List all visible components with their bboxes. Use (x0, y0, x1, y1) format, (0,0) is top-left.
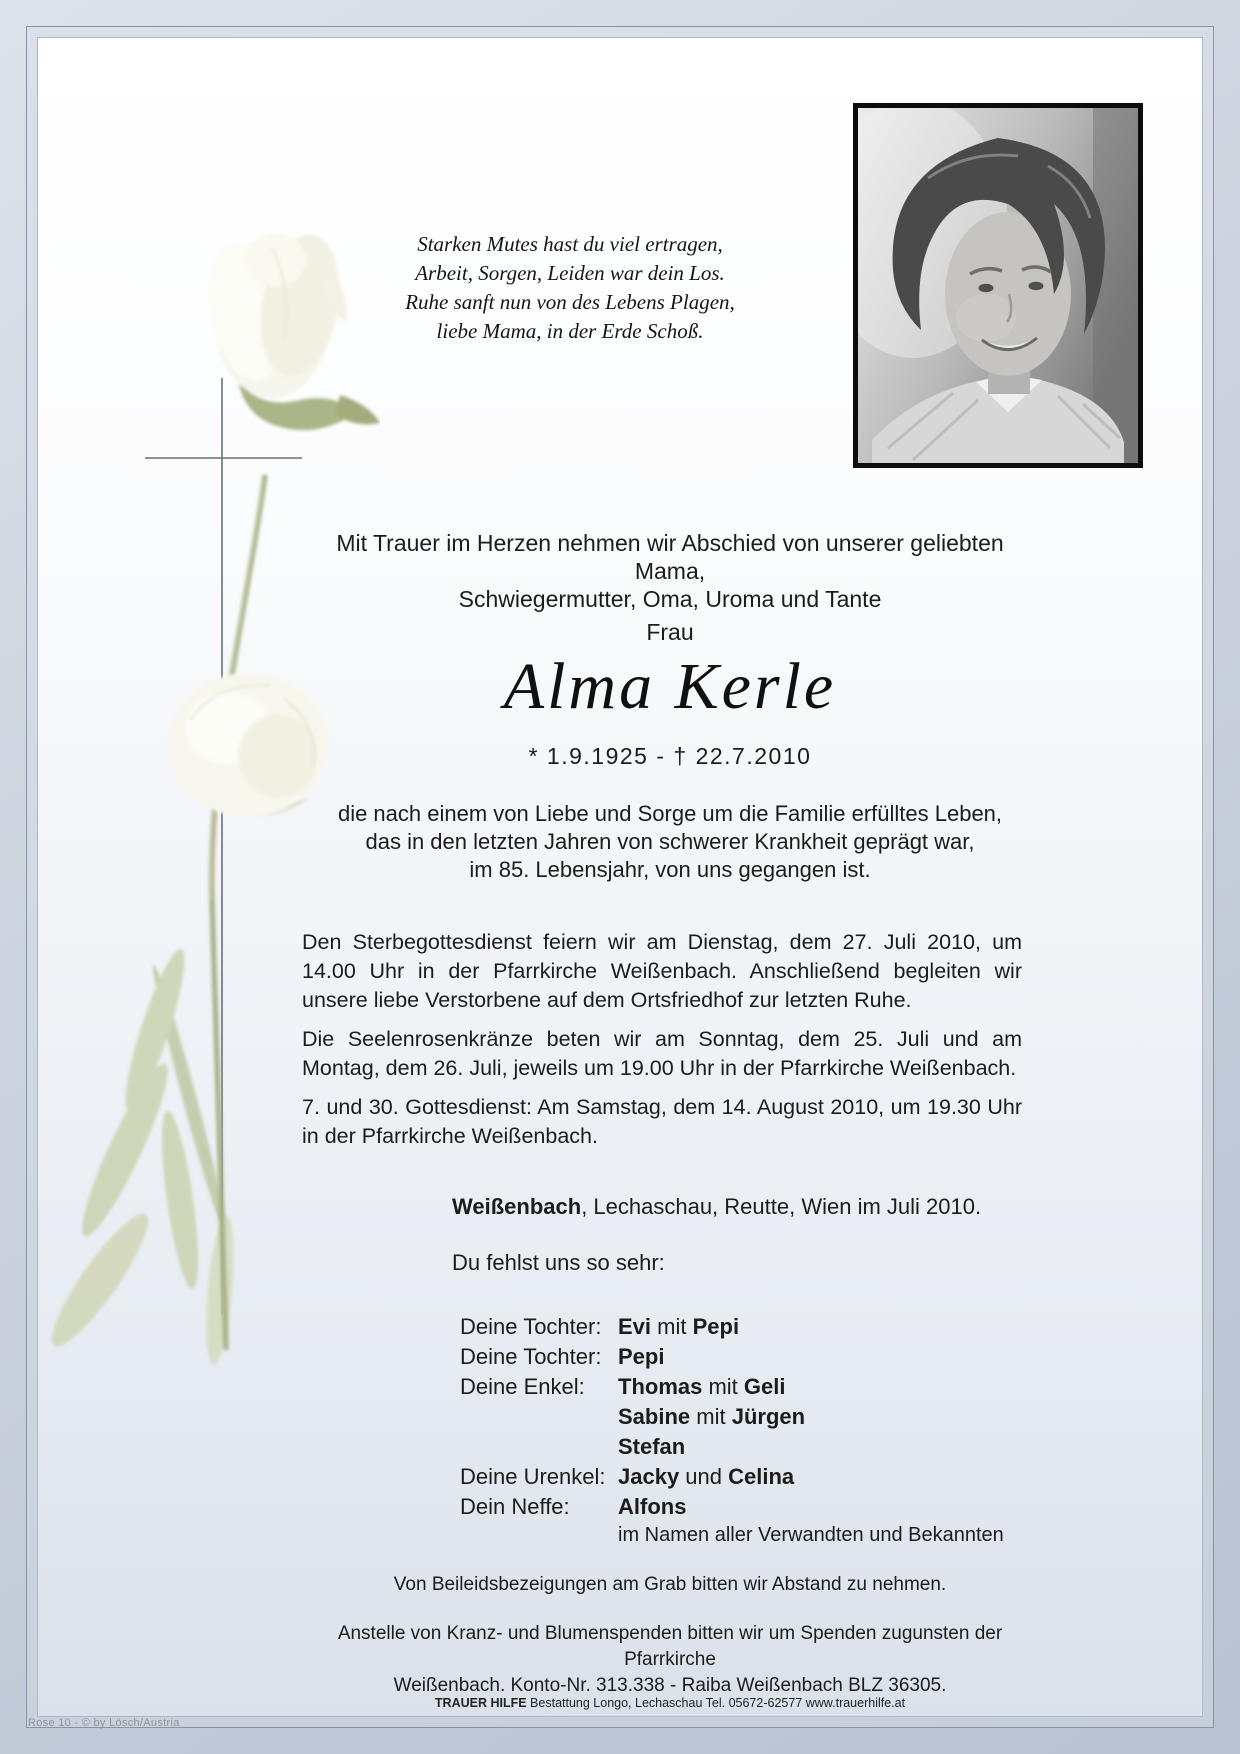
intro-line: Mit Trauer im Herzen nehmen wir Abschied von unserer geliebten Mama, (336, 530, 1004, 584)
donation-line: Weißenbach. Konto-Nr. 313.338 - Raiba Weißenbach BLZ 36305. (393, 1675, 947, 1696)
place-date-line (452, 1194, 981, 1220)
eulogy-line: das in den letzten Jahren von schwerer Krankheit geprägt war, (365, 829, 975, 854)
intro-line: Schwiegermutter, Oma, Uroma und Tante (458, 586, 882, 612)
deceased-name: Alma Kerle (503, 650, 837, 723)
memorial-poem (340, 230, 800, 346)
portrait-photo (853, 103, 1143, 468)
funeral-home-footer (300, 1696, 1040, 1710)
place-rest: , Lechaschau, Reutte, Wien im Juli 2010. (581, 1194, 982, 1219)
family-row (460, 1402, 805, 1432)
family-row (460, 1312, 805, 1342)
place-bold: Weißenbach (452, 1194, 582, 1219)
family-names: Sabine mit Jürgen (618, 1404, 806, 1429)
family-names: Stefan (618, 1434, 686, 1459)
funeral-home-details: Bestattung Longo, Lechaschau Tel. 05672-62577 www.trauerhilfe.at (526, 1696, 906, 1710)
announcement-intro (300, 529, 1040, 613)
eulogy-text (300, 800, 1040, 884)
eulogy-line: die nach einem von Liebe und Sorge um die Familie erfülltes Leben, (337, 801, 1003, 826)
portrait-photo-image (858, 108, 1138, 463)
family-relation-label: Dein Neffe: (460, 1494, 570, 1519)
service-information (302, 928, 1022, 1161)
family-closing-line: im Namen aller Verwandten und Bekannten (618, 1524, 1004, 1546)
poem-line: Ruhe sanft nun von des Lebens Plagen, (405, 290, 735, 314)
family-row (460, 1492, 805, 1522)
family-relation-label: Deine Tochter: (460, 1344, 602, 1369)
family-names: Pepi (618, 1344, 665, 1369)
family-names: Evi mit Pepi (618, 1314, 740, 1339)
family-relation-label: Deine Urenkel: (460, 1464, 606, 1489)
donation-line: Anstelle von Kranz- und Blumenspenden bitten wir um Spenden zugunsten der Pfarrkirche (337, 1623, 1003, 1670)
missing-you-line: Du fehlst uns so sehr: (452, 1250, 665, 1275)
eulogy-line: im 85. Lebensjahr, von uns gegangen ist. (469, 857, 871, 882)
poem-line: Arbeit, Sorgen, Leiden war dein Los. (415, 261, 725, 285)
funeral-service-paragraph: Den Sterbegottesdienst feiern wir am Dienstag, dem 27. Juli 2010, um 14.00 Uhr in der Pfarrkirche Weißenbach. Anschließend begleiten wir unsere liebe Verstorbene auf dem Ortsfriedhof zur letzten Ruhe. (302, 930, 1022, 1012)
memorial-mass-paragraph: 7. und 30. Gottesdienst: Am Samstag, dem 14. August 2010, um 19.30 Uhr in der Pfarrkirche Weißenbach. (302, 1095, 1022, 1148)
poem-line: liebe Mama, in der Erde Schoß. (436, 319, 704, 343)
family-row (460, 1462, 805, 1492)
family-names: Jacky und Celina (618, 1464, 795, 1489)
family-row (460, 1432, 805, 1462)
rosary-paragraph: Die Seelenrosenkränze beten wir am Sonntag, dem 25. Juli und am Montag, dem 26. Juli, jeweils um 19.00 Uhr in der Pfarrkirche Weißenbach. (302, 1027, 1022, 1080)
funeral-home-name: TRAUER HILFE (434, 1696, 527, 1710)
family-relation-label: Deine Enkel: (460, 1374, 585, 1399)
family-relation-label: Deine Tochter: (460, 1314, 602, 1339)
print-credit: Rose 10 - © by Lösch/Austria (28, 1717, 180, 1729)
family-relation-label (460, 1402, 618, 1432)
family-relation-label (460, 1432, 618, 1462)
life-dates: * 1.9.1925 - † 22.7.2010 (528, 743, 812, 769)
donation-note (300, 1621, 1040, 1699)
condolence-note: Von Beileidsbezeigungen am Grab bitten wir Abstand zu nehmen. (393, 1574, 947, 1595)
family-list (460, 1312, 805, 1522)
family-names: Thomas mit Geli (618, 1374, 786, 1399)
poem-line: Starken Mutes hast du viel ertragen, (417, 232, 723, 256)
rose-leaves (40, 945, 238, 1366)
salutation: Frau (646, 619, 694, 645)
family-names: Alfons (618, 1494, 687, 1519)
family-row (460, 1372, 805, 1402)
family-row (460, 1342, 805, 1372)
